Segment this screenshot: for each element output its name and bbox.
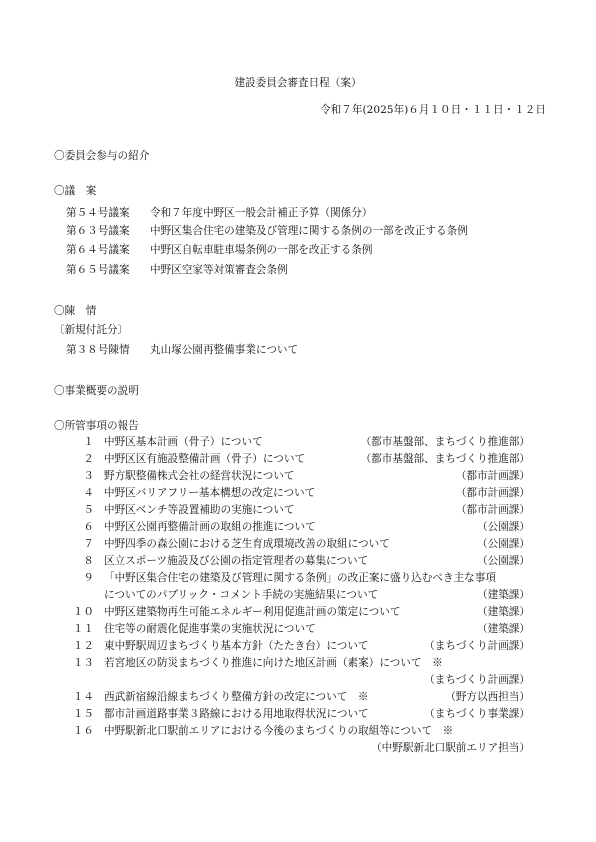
report-department: （都市計画課） [455,470,530,482]
bill-title: 中野区空家等対策審査会条例 [150,264,288,276]
intro-heading: 〇委員会参与の紹介 [54,150,150,162]
report-department: （建築課） [477,606,530,618]
report-title: 区立スポーツ施設及び公園の指定管理者の募集について [104,555,369,567]
petition-number: 第３８号陳情 [66,344,130,356]
report-department: （建築課） [477,589,530,601]
report-number: ６ [83,521,94,533]
bill-number: 第５４号議案 [66,207,130,219]
reports-heading: 〇所管事項の報告 [54,420,139,432]
report-number: １ [83,436,94,448]
report-department: （都市計画課） [455,504,530,516]
report-department: （まちづくり計画課） [424,640,530,652]
report-title: 西武新宿線沿線まちづくり整備方針の改定について ※ [104,691,369,703]
report-title: 住宅等の耐震化促進事業の実施状況について [104,623,316,635]
report-number: ７ [83,538,94,550]
bill-number: 第６５号議案 [66,264,130,276]
bill-title: 中野区自転車駐車場条例の一部を改正する条例 [150,244,373,256]
report-number: ５ [83,504,94,516]
report-department: （まちづくり計画課） [424,674,530,686]
report-number: ２ [83,453,94,465]
report-title: 中野四季の森公園における芝生育成環境改善の取組について [104,538,390,550]
report-title: 野方駅整備株式会社の経営状況について [104,470,295,482]
report-number: ８ [83,555,94,567]
bill-number: 第６３号議案 [66,225,130,237]
report-department: （中野駅新北口駅前エリア担当） [371,742,530,754]
report-title: 中野区基本計画（骨子）について [104,436,263,448]
report-title: 中野駅新北口駅前エリアにおける今後のまちづくりの取組等について ※ [104,725,454,737]
report-title: 中野区バリアフリー基本構想の改定について [104,487,316,499]
report-number: １０ [72,606,94,618]
bill-title: 令和７年度中野区一般会計補正予算（関係分） [150,207,373,219]
report-number: １５ [72,708,94,720]
report-department: （都市基盤部、まちづくり推進部） [360,453,530,465]
report-department: （野方以西担当） [445,691,530,703]
petitions-heading: 〇陳 情 [54,305,97,317]
business-heading: 〇事業概要の説明 [54,385,139,397]
report-number: １６ [72,725,94,737]
report-number: ３ [83,470,94,482]
bill-title: 中野区集合住宅の建築及び管理に関する条例の一部を改正する条例 [150,225,468,237]
petition-title: 丸山塚公園再整備事業について [150,344,299,356]
report-department: （まちづくり事業課） [424,708,530,720]
document-title: 建設委員会審査日程（案） [234,77,362,89]
report-department: （公園課） [477,538,530,550]
report-title: 東中野駅周辺まちづくり基本方針（たたき台）について [104,640,369,652]
schedule-date: 令和７年(2025年)６月１０日・１１日・１２日 [320,104,546,116]
report-number: １３ [72,657,94,669]
report-department: （都市計画課） [455,487,530,499]
report-title: 中野区建築物再生可能エネルギー利用促進計画の策定について [104,606,401,618]
report-department: （建築課） [477,623,530,635]
bills-heading: 〇議 案 [54,185,97,197]
report-number: １２ [72,640,94,652]
report-number: ４ [83,487,94,499]
report-number: １１ [72,623,94,635]
report-title-continued: についてのパブリック・コメント手続の実施結果について [104,589,379,601]
bill-number: 第６４号議案 [66,244,130,256]
report-number: ９ [83,572,94,584]
petitions-subheading: 〔新規付託分〕 [54,324,129,336]
report-number: １４ [72,691,94,703]
report-title: 「中野区集合住宅の建築及び管理に関する条例」の改正案に盛り込むべき主な事項 [104,572,496,584]
report-department: （公園課） [477,555,530,567]
report-title: 都市計画道路事業３路線における用地取得状況について [104,708,369,720]
report-title: 若宮地区の防災まちづくり推進に向けた地区計画（素案）について ※ [104,657,443,669]
report-department: （公園課） [477,521,530,533]
report-title: 中野区ベンチ等設置補助の実施について [104,504,295,516]
report-department: （都市基盤部、まちづくり推進部） [360,436,530,448]
report-title: 中野区公園再整備計画の取組の推進について [104,521,316,533]
report-title: 中野区区有施設整備計画（骨子）について [104,453,306,465]
